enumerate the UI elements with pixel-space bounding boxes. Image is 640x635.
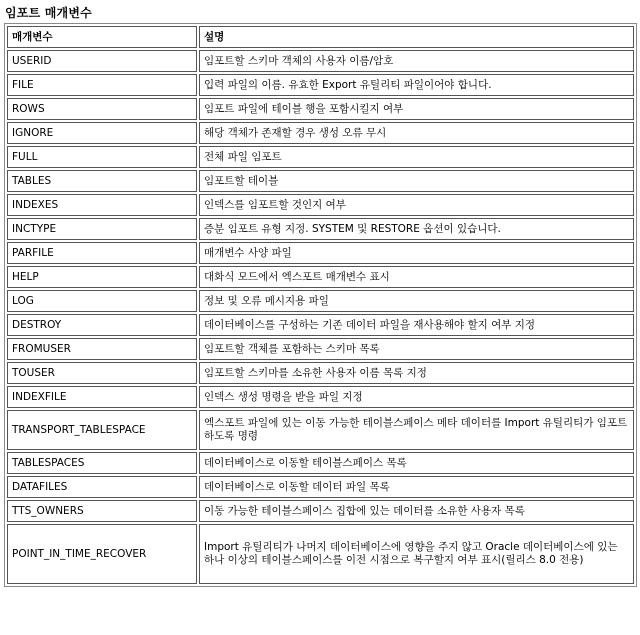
table-row [7, 122, 634, 144]
table-row [7, 314, 634, 336]
desc-cell: 데이터베이스로 이동할 데이터 파일 목록 [199, 476, 634, 498]
desc-cell: 해당 객체가 존재할 경우 생성 오류 무시 [199, 122, 634, 144]
param-cell: TRANSPORT_TABLESPACE [7, 410, 197, 450]
desc-cell: 이동 가능한 테이블스페이스 집합에 있는 데이터를 소유한 사용자 목록 [199, 500, 634, 522]
table-row [7, 146, 634, 168]
desc-cell: 대화식 모드에서 엑스포트 매개변수 표시 [199, 266, 634, 288]
desc-cell: 데이터베이스를 구성하는 기존 데이터 파일을 재사용해야 할지 여부 지정 [199, 314, 634, 336]
param-cell: INCTYPE [7, 218, 197, 240]
table-row [7, 50, 634, 72]
table-row [7, 500, 634, 522]
param-cell: INDEXFILE [7, 386, 197, 408]
param-cell: TABLESPACES [7, 452, 197, 474]
table-row [7, 218, 634, 240]
table-row [7, 410, 634, 450]
param-cell: TTS_OWNERS [7, 500, 197, 522]
table-row [7, 476, 634, 498]
table-row [7, 266, 634, 288]
param-cell: TABLES [7, 170, 197, 192]
param-cell: FROMUSER [7, 338, 197, 360]
table-row [7, 386, 634, 408]
param-cell: DATAFILES [7, 476, 197, 498]
desc-cell: 입력 파일의 이름. 유효한 Export 유틸리티 파일이어야 합니다. [199, 74, 634, 96]
page-title: 임포트 매개변수 [5, 6, 92, 20]
param-cell: LOG [7, 290, 197, 312]
desc-cell: 증분 임포트 유형 지정. SYSTEM 및 RESTORE 옵션이 있습니다. [199, 218, 634, 240]
table-row [7, 194, 634, 216]
table-header-row [7, 26, 634, 48]
desc-cell: 매개변수 사양 파일 [199, 242, 634, 264]
param-cell: IGNORE [7, 122, 197, 144]
desc-cell: 임포트할 스키마 객체의 사용자 이름/암호 [199, 50, 634, 72]
desc-cell: 정보 및 오류 메시지용 파일 [199, 290, 634, 312]
param-cell: DESTROY [7, 314, 197, 336]
param-cell: ROWS [7, 98, 197, 120]
header-description: 설명 [199, 26, 634, 48]
param-cell: PARFILE [7, 242, 197, 264]
param-cell: HELP [7, 266, 197, 288]
param-cell: USERID [7, 50, 197, 72]
table-row [7, 362, 634, 384]
table-row [7, 524, 634, 584]
import-parameters-table [4, 23, 637, 587]
table-row [7, 452, 634, 474]
table-row [7, 338, 634, 360]
desc-cell: 데이터베이스로 이동할 테이블스페이스 목록 [199, 452, 634, 474]
header-parameter: 매개변수 [7, 26, 197, 48]
param-cell: TOUSER [7, 362, 197, 384]
desc-cell: 인덱스 생성 명령을 받을 파일 지정 [199, 386, 634, 408]
table-row [7, 74, 634, 96]
param-cell: INDEXES [7, 194, 197, 216]
table-row [7, 98, 634, 120]
table-row [7, 290, 634, 312]
desc-cell: 인덱스를 임포트할 것인지 여부 [199, 194, 634, 216]
table-row [7, 242, 634, 264]
desc-cell: 엑스포트 파일에 있는 이동 가능한 테이블스페이스 메타 데이터를 Import 유틸리티가 임포트하도록 명령 [199, 410, 634, 450]
param-cell: FILE [7, 74, 197, 96]
desc-cell: 전체 파일 임포트 [199, 146, 634, 168]
param-cell: POINT_IN_TIME_RECOVER [7, 524, 197, 584]
desc-cell: 임포트할 스키마를 소유한 사용자 이름 목록 지정 [199, 362, 634, 384]
table-row [7, 170, 634, 192]
desc-cell: 임포트할 객체를 포함하는 스키마 목록 [199, 338, 634, 360]
param-cell: FULL [7, 146, 197, 168]
desc-cell: Import 유틸리티가 나머지 데이터베이스에 영향을 주지 않고 Oracle 데이터베이스에 있는 하나 이상의 테이블스페이스를 이전 시점으로 복구할지 여부 표시(릴리스 8.0 전용) [199, 524, 634, 584]
desc-cell: 임포트 파일에 테이블 행을 포함시킬지 여부 [199, 98, 634, 120]
desc-cell: 임포트할 테이블 [199, 170, 634, 192]
